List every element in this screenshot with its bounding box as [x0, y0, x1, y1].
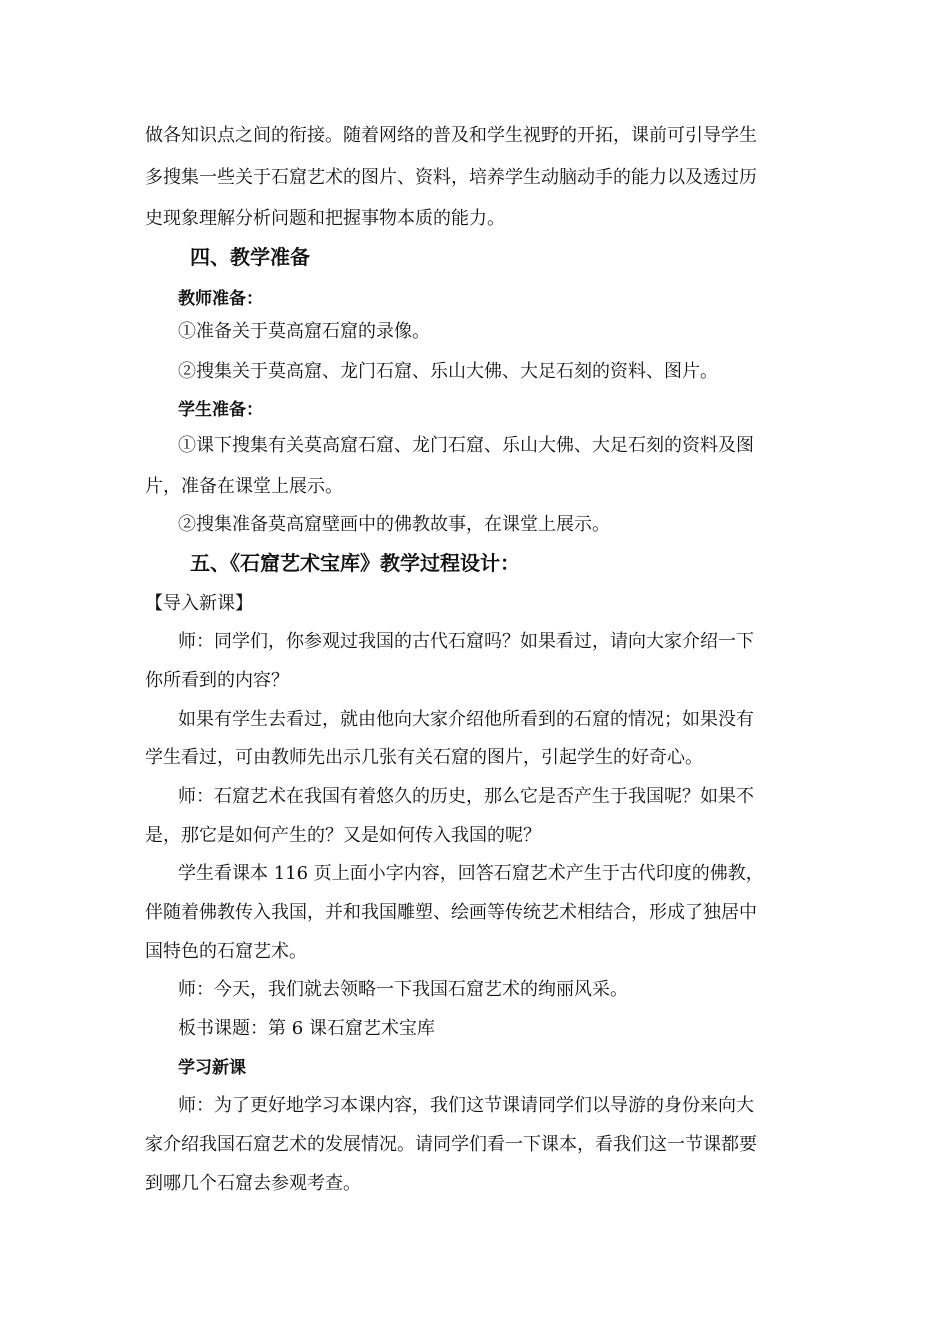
para-7-line-2: 家介绍我国石窟艺术的发展情况。请同学们看一下课本，看我们这一节课都要: [145, 1134, 757, 1155]
student-prep-item-1-line-2: 片，准备在课堂上展示。: [145, 476, 343, 497]
teacher-prep-item-1: ①准备关于莫高窟石窟的录像。: [178, 321, 430, 342]
para-4-line-3: 国特色的石窟艺术。: [145, 941, 307, 962]
intro-line-1: 做各知识点之间的衔接。随着网络的普及和学生视野的开拓，课前可引导学生: [145, 125, 757, 146]
intro-lesson-label: 【导入新课】: [145, 593, 253, 614]
intro-line-3: 史现象理解分析问题和把握事物本质的能力。: [145, 208, 505, 229]
intro-line-2: 多搜集一些关于石窟艺术的图片、资料，培养学生动脑动手的能力以及透过历: [145, 167, 757, 188]
section-4-heading: 四、教学准备: [190, 245, 310, 269]
para-2-line-2: 学生看过，可由教师先出示几张有关石窟的图片，引起学生的好奇心。: [145, 747, 703, 768]
para-4-line-1: 学生看课本 116 页上面小字内容，回答石窟艺术产生于古代印度的佛教，: [178, 863, 764, 884]
student-prep-item-2: ②搜集准备莫高窟壁画中的佛教故事，在课堂上展示。: [178, 514, 610, 535]
para-1-line-2: 你所看到的内容？: [145, 670, 289, 691]
para-3-line-1: 师：石窟艺术在我国有着悠久的历史，那么它是否产生于我国呢？如果不: [178, 786, 754, 807]
para-3-line-2: 是，那它是如何产生的？又是如何传入我国的呢？: [145, 825, 541, 846]
para-4-line-2: 伴随着佛教传入我国，并和我国雕塑、绘画等传统艺术相结合，形成了独居中: [145, 902, 757, 923]
para-6: 板书课题：第 6 课石窟艺术宝库: [178, 1018, 435, 1039]
student-prep-item-1-line-1: ①课下搜集有关莫高窟石窟、龙门石窟、乐山大佛、大足石刻的资料及图: [178, 435, 754, 456]
teacher-prep-label: 教师准备：: [178, 289, 263, 309]
section-5-heading: 五、《石窟艺术宝库》教学过程设计：: [190, 551, 520, 575]
new-lesson-label: 学习新课: [178, 1058, 246, 1078]
para-7-line-1: 师：为了更好地学习本课内容，我们这节课请同学们以导游的身份来向大: [178, 1095, 754, 1116]
teacher-prep-item-2: ②搜集关于莫高窟、龙门石窟、乐山大佛、大足石刻的资料、图片。: [178, 361, 718, 382]
para-1-line-1: 师：同学们，你参观过我国的古代石窟吗？如果看过，请向大家介绍一下: [178, 631, 754, 652]
para-2-line-1: 如果有学生去看过，就由他向大家介绍他所看到的石窟的情况；如果没有: [178, 709, 754, 730]
para-5: 师：今天，我们就去领略一下我国石窟艺术的绚丽风采。: [178, 979, 628, 1000]
para-7-line-3: 到哪几个石窟去参观考查。: [145, 1173, 361, 1194]
student-prep-label: 学生准备：: [178, 400, 263, 420]
